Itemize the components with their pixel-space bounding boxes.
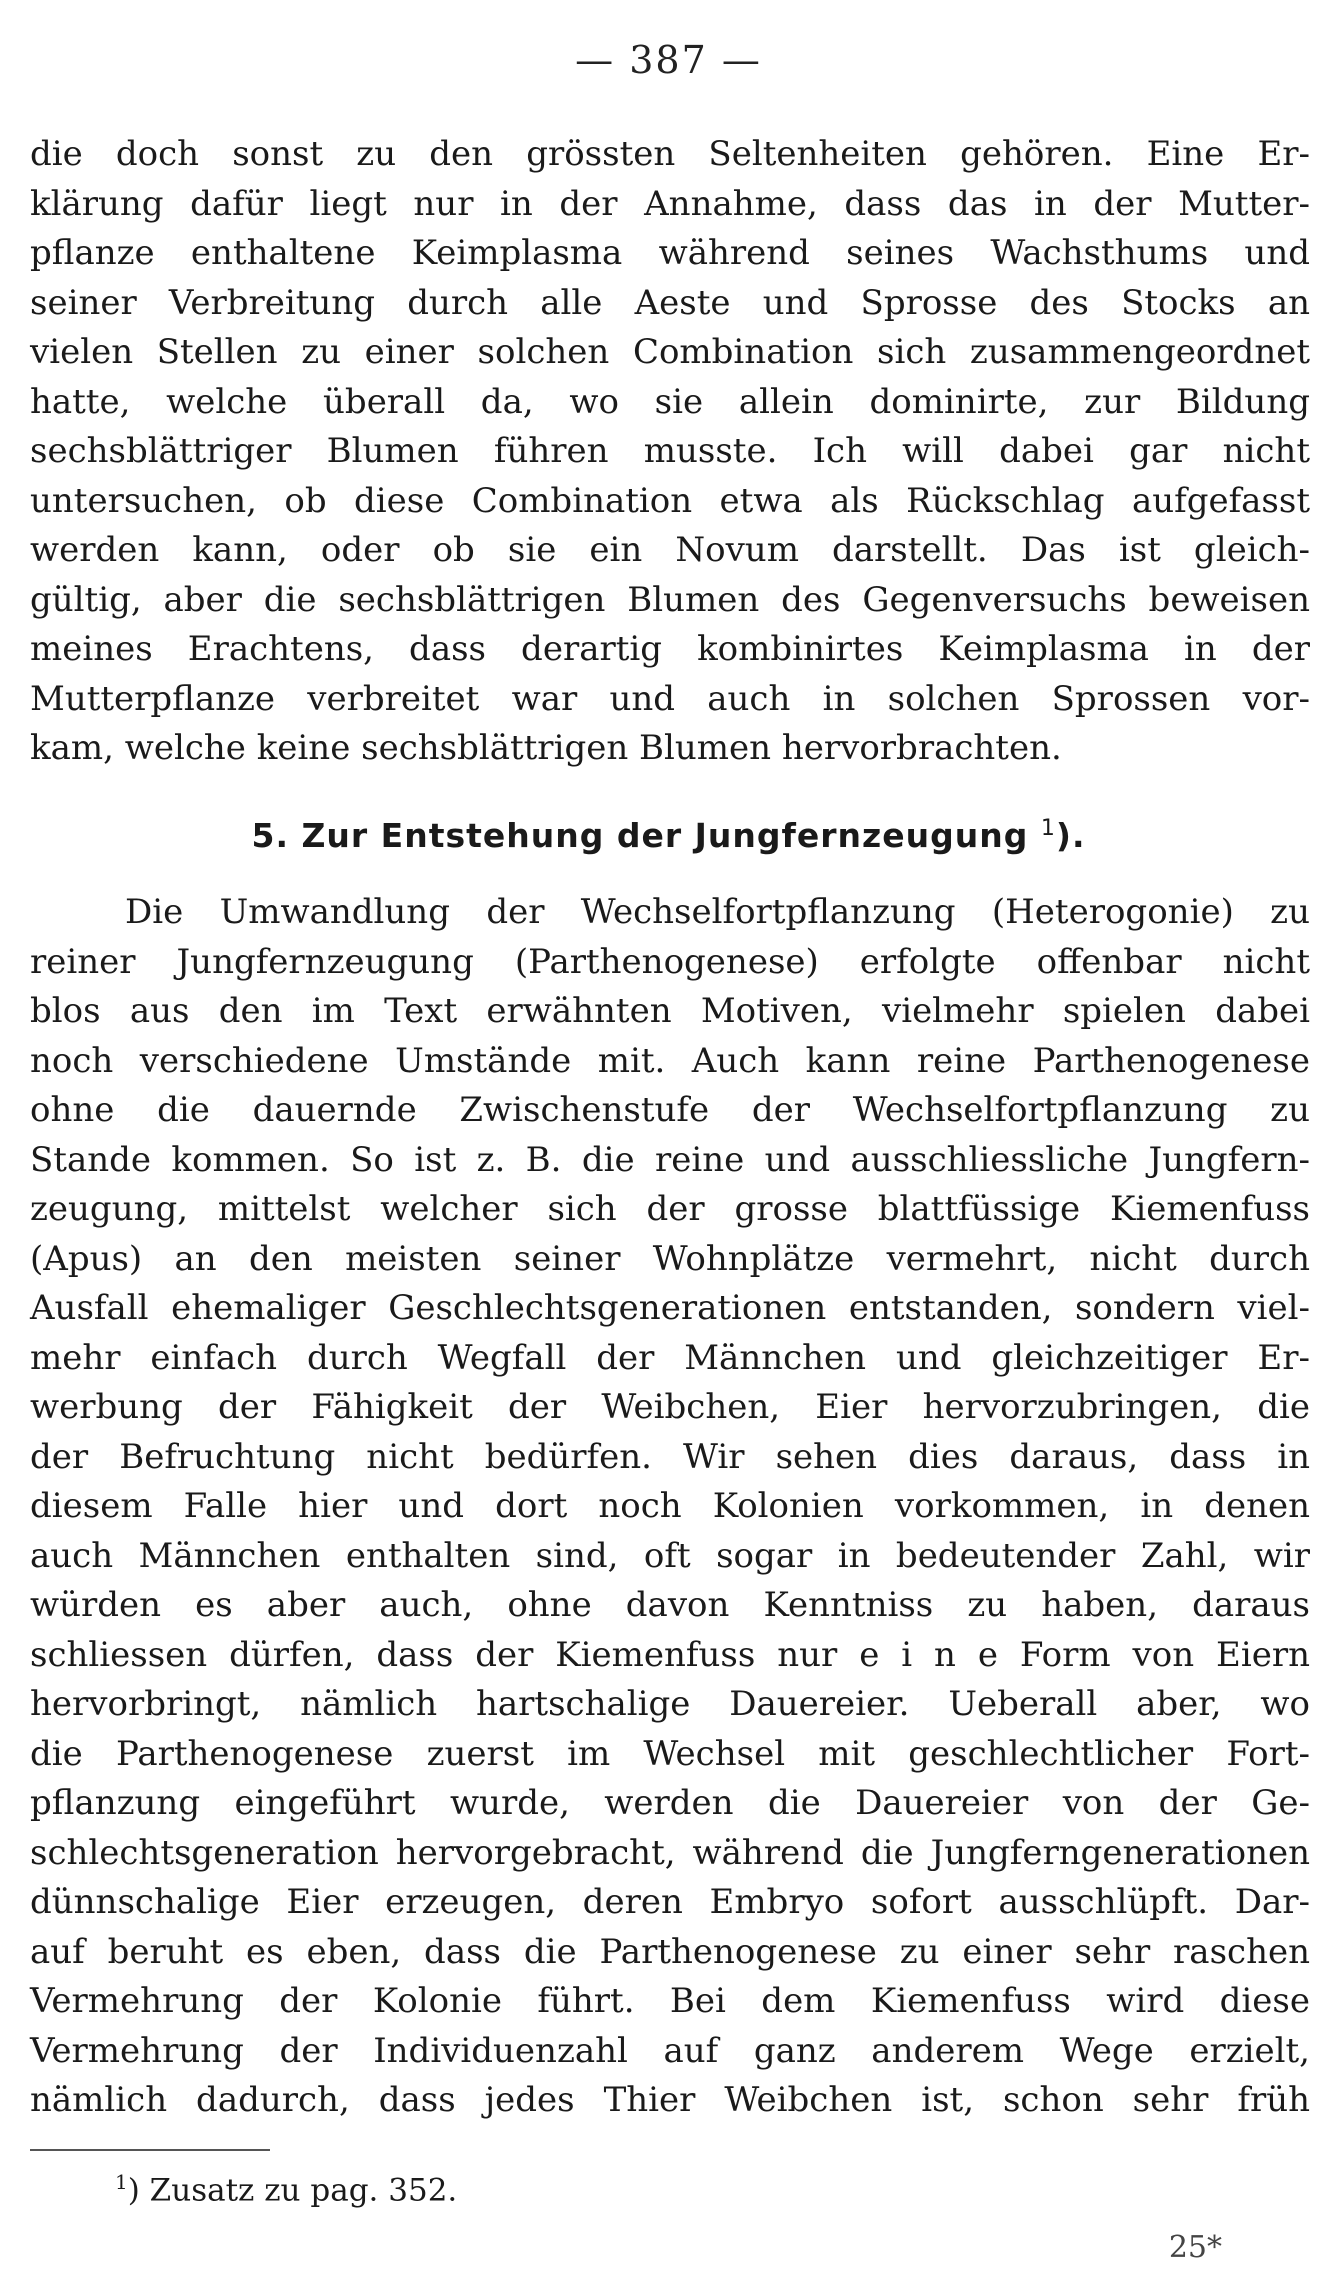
signature-mark: 25* [1168,2230,1222,2265]
text-line: schliessen dürfen, dass der Kiemenfuss nur e i n e Form von Eiern [30,1634,1310,1675]
text-line: noch verschiedene Umstände mit. Auch kann reine Parthenogenese [30,1040,1310,1081]
text-line: der Befruchtung nicht bedürfen. Wir sehen dies daraus, dass in [30,1436,1310,1477]
text-line: klärung dafür liegt nur in der Annahme, dass das in der Mutter- [30,183,1310,224]
text-line: Ausfall ehemaliger Geschlechtsgenerationen entstanden, sondern viel- [30,1288,1310,1328]
text-line: pflanze enthaltene Keimplasma während seines Wachsthums und [30,233,1310,273]
text-line: sechsblättriger Blumen führen musste. Ich will dabei gar nicht [30,431,1310,471]
page-number: — 387 — [575,38,762,82]
text-line: (Apus) an den meisten seiner Wohnplätze vermehrt, nicht durch [30,1238,1310,1279]
text-line: hervorbringt, nämlich hartschalige Dauereier. Ueberall aber, wo [30,1684,1310,1724]
section-heading-text: 5. Zur Entstehung der Jungfernzeugung [251,816,1029,855]
footnote [115,2170,457,2208]
text-line: Stande kommen. So ist z. B. die reine und ausschliessliche Jungfern- [30,1139,1310,1180]
footnote-reference[interactable]: 1 [1040,816,1056,841]
text-line: Die Umwandlung der Wechselfortpflanzung (Heterogonie) zu [125,892,1310,932]
text-line: die doch sonst zu den grössten Seltenheiten gehören. Eine Er- [30,134,1310,174]
text-line: Mutterpflanze verbreitet war und auch in solchen Sprossen vor- [30,678,1310,719]
text-line: gültig, aber die sechsblättrigen Blumen des Gegenversuchs beweisen [30,579,1310,620]
footnote-mark: 1 [115,2170,128,2194]
text-line: blos aus den im Text erwähnten Motiven, vielmehr spielen dabei [30,991,1310,1031]
paragraph-main [30,888,1310,2126]
text-line: seiner Verbreitung durch alle Aeste und Sprosse des Stocks an [30,282,1310,323]
section-heading [0,816,1337,855]
text-line: ohne die dauernde Zwischenstufe der Wechselfortpflanzung zu [30,1090,1310,1130]
text-line: untersuchen, ob diese Combination etwa als Rückschlag aufgefasst [30,480,1310,521]
text-line: nämlich dadurch, dass jedes Thier Weibchen ist, schon sehr früh [30,2080,1310,2120]
text-line: auf beruht es eben, dass die Parthenogenese zu einer sehr raschen [30,1931,1310,1972]
text-line: werden kann, oder ob sie ein Novum darstellt. Das ist gleich- [30,530,1310,570]
footnote-text: ) Zusatz zu pag. 352. [127,2172,458,2209]
text-line: mehr einfach durch Wegfall der Männchen und gleichzeitiger Er- [30,1337,1310,1378]
text-line: Vermehrung der Individuenzahl auf ganz anderem Wege erzielt, [30,2030,1310,2071]
text-line: auch Männchen enthalten sind, oft sogar in bedeutender Zahl, wir [30,1535,1310,1576]
text-line: werbung der Fähigkeit der Weibchen, Eier hervorzubringen, die [30,1387,1310,1427]
section-heading-tail: ). [1055,816,1086,855]
text-line: hatte, welche überall da, wo sie allein dominirte, zur Bildung [30,381,1310,422]
text-line: diesem Falle hier und dort noch Kolonien vorkommen, in denen [30,1486,1310,1526]
text-line: die Parthenogenese zuerst im Wechsel mit geschlechtlicher Fort- [30,1733,1310,1774]
text-line: kam, welche keine sechsblättrigen Blumen hervorbrachten. [30,728,1062,768]
text-line: pflanzung eingeführt wurde, werden die Dauereier von der Ge- [30,1783,1310,1823]
paragraph-continuation [30,130,1310,774]
text-line: reiner Jungfernzeugung (Parthenogenese) erfolgte offenbar nicht [30,941,1310,982]
footnote-divider [30,2149,270,2151]
text-line: meines Erachtens, dass derartig kombinirtes Keimplasma in der [30,629,1310,669]
text-line: würden es aber auch, ohne davon Kenntniss zu haben, daraus [30,1585,1310,1625]
text-line: vielen Stellen zu einer solchen Combination sich zusammengeordnet [30,332,1310,372]
text-line: dünnschalige Eier erzeugen, deren Embryo sofort ausschlüpft. Dar- [30,1882,1310,1922]
text-line: zeugung, mittelst welcher sich der grosse blattfüssige Kiemenfuss [30,1189,1310,1229]
text-line: Vermehrung der Kolonie führt. Bei dem Kiemenfuss wird diese [30,1981,1310,2021]
text-line: schlechtsgeneration hervorgebracht, während die Jungferngenerationen [30,1832,1310,1873]
